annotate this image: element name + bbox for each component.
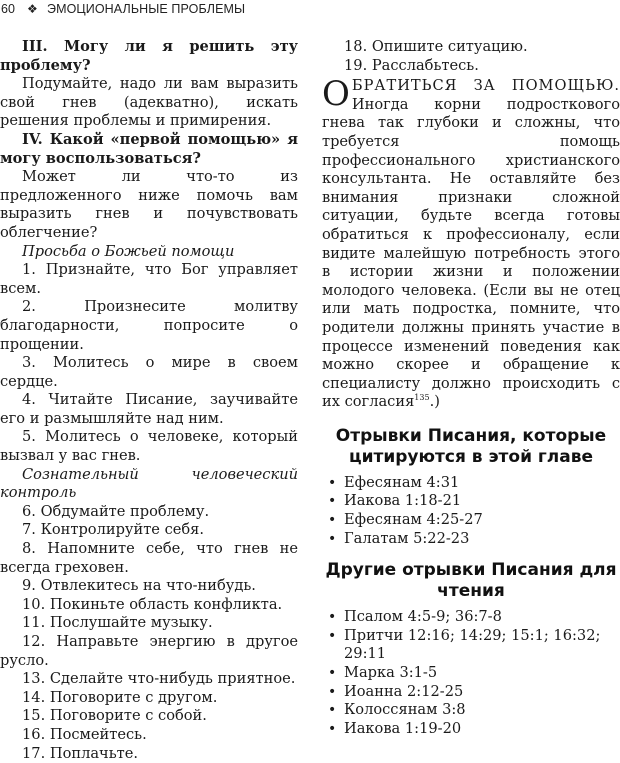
list-item: 3. Молитесь о мире в своем сердце. — [0, 354, 298, 390]
left-column — [0, 38, 298, 763]
list-item: • Колоссянам 3:8 — [322, 701, 620, 720]
page-header — [0, 0, 620, 20]
list-item: • Псалом 4:5-9; 36:7-8 — [322, 608, 620, 627]
list-item: • Галатам 5:22-23 — [322, 530, 620, 549]
subhead-prayer: Просьба о Божьей помощи — [22, 242, 235, 260]
list-item: 15. Поговорите с собой. — [22, 707, 207, 725]
list-item: 9. Отвлекитесь на что-нибудь. — [22, 577, 256, 595]
list-item: • Марка 3:1-5 — [322, 664, 620, 683]
list-item: 16. Посмейтесь. — [22, 725, 147, 743]
list-item: 14. Поговорите с другом. — [22, 688, 218, 706]
list-item: 10. Покиньте область конфликта. — [22, 595, 283, 613]
list-item: • Иакова 1:18-21 — [322, 492, 620, 511]
help-paragraph — [322, 74, 620, 412]
help-title: БРАТИТЬСЯ ЗА ПОМОЩЬЮ. — [351, 77, 620, 95]
section-3-text: Подумайте, надо ли вам выразить свой гнев (адекватно), искать решения проблемы и примирения. — [0, 75, 298, 130]
scripture-list — [322, 474, 620, 548]
page-number: 60 — [1, 2, 15, 16]
list-item: 4. Читайте Писание, заучивайте его и размышляйте над ним. — [0, 391, 298, 427]
list-item: 5. Молитесь о человеке, который вызвал у вас гнев. — [0, 428, 298, 465]
list-item: • Притчи 12:16; 14:29; 15:1; 16:32; 29:11 — [322, 627, 620, 664]
help-text: Иногда корни подросткового гнева так глубоки и сложны, что требуется помощь профессионального христианского консультанта. Не оставляйте без внимания признаки сложной ситуации, будьте всегда готовы обратиться к профессионалу, если видите малейшую потребность этого в истории жизни и положении молодого человека. (Если вы не отец или мать подростка, помните, что родители должны принять участие в процессе изменений поведения как можно скорее и обращение к специалисту должно происходить с их согласия — [322, 95, 620, 411]
footnote-ref: 135 — [414, 393, 430, 403]
list-item: 8. Напомните себе, что гнев не всегда греховен. — [0, 540, 298, 576]
list-item: 17. Поплачьте. — [22, 744, 139, 762]
right-column — [322, 38, 620, 738]
list-item: • Иоанна 2:12-25 — [322, 683, 620, 702]
list-item: • Ефесянам 4:31 — [322, 474, 620, 493]
list-item: 6. Обдумайте проблему. — [22, 502, 210, 520]
section-4-heading: IV. Какой «первой помощью» я могу воспользоваться? — [0, 130, 298, 167]
section-4-text: Может ли что-то из предложенного ниже помочь вам выразить гнев и почувствовать облегчение? — [0, 168, 298, 241]
chapter-title: ЭМОЦИОНАЛЬНЫЕ ПРОБЛЕМЫ — [47, 2, 246, 16]
list-item: 2. Произнесите молитву благодарности, попросите о прощении. — [0, 298, 298, 353]
other-scripture-list — [322, 608, 620, 738]
list-item: 18. Опишите ситуацию. — [344, 38, 528, 55]
list-item: 11. Послушайте музыку. — [22, 614, 213, 632]
list-item: 12. Направьте энергию в другое русло. — [0, 633, 298, 669]
other-scripture-heading: Другие отрывки Писания для чтения — [325, 560, 617, 602]
drop-cap: О — [322, 74, 350, 115]
help-close: .) — [429, 393, 440, 411]
ornament-icon: ❖ — [27, 2, 38, 16]
subhead-control: Сознательный человеческий контроль — [0, 465, 298, 502]
list-item: • Ефесянам 4:25-27 — [322, 511, 620, 530]
list-item: 7. Контролируйте себя. — [22, 521, 205, 539]
list-item: 1. Признайте, что Бог управляет всем. — [0, 261, 298, 297]
list-item: 13. Сделайте что-нибудь приятное. — [22, 670, 296, 688]
scripture-heading: Отрывки Писания, которые цитируются в этой главе — [335, 425, 607, 467]
list-item: 19. Расслабьтесь. — [344, 56, 479, 74]
list-item: • Иакова 1:19-20 — [322, 720, 620, 739]
section-3-heading: III. Могу ли я решить эту проблему? — [0, 38, 298, 74]
